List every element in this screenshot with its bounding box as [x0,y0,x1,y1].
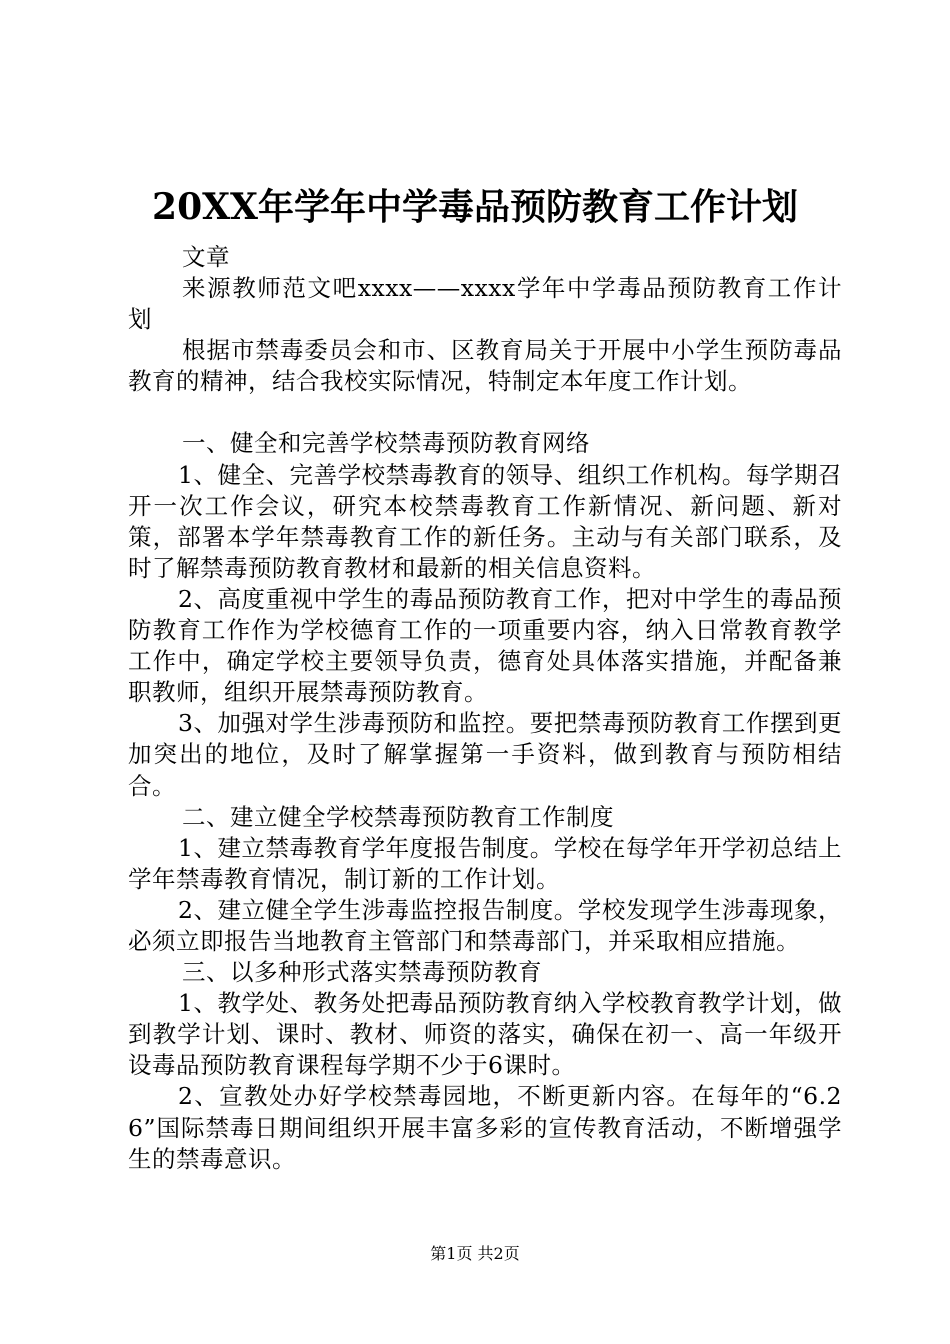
section-heading-2: 二、建立健全学校禁毒预防教育工作制度 [182,802,614,831]
paragraph-3-1: 1、教学处、教务处把毒品预防教育纳入学校教育教学计划，做到教学计划、课时、教材、师资的落实，确保在初一、高一年级开设毒品预防教育课程每学期不少于6课时。 [128,989,842,1080]
paragraph-intro: 根据市禁毒委员会和市、区教育局关于开展中小学生预防毒品教育的精神，结合我校实际情况，特制定本年度工作计划。 [128,336,842,396]
paragraph-article-label: 文章 [182,243,230,271]
paragraph-1-1: 1、健全、完善学校禁毒教育的领导、组织工作机构。每学期召开一次工作会议，研究本校禁毒教育工作新情况、新问题、新对策，部署本学年禁毒教育工作的新任务。主动与有关部门联系，及时了解禁毒预防教育教材和最新的相关信息资料。 [128,460,842,582]
paragraph-2-2: 2、建立健全学生涉毒监控报告制度。学校发现学生涉毒现象，必须立即报告当地教育主管部门和禁毒部门，并采取相应措施。 [128,895,842,955]
paragraph-source: 来源教师范文吧xxxx——xxxx学年中学毒品预防教育工作计划 [128,274,842,334]
paragraph-1-3: 3、加强对学生涉毒预防和监控。要把禁毒预防教育工作摆到更加突出的地位，及时了解掌握第一手资料，做到教育与预防相结合。 [128,709,842,800]
paragraph-3-2: 2、宣教处办好学校禁毒园地，不断更新内容。在每年的“6.26”国际禁毒日期间组织开展丰富多彩的宣传教育活动，不断增强学生的禁毒意识。 [128,1082,842,1173]
paragraph-1-2: 2、高度重视中学生的毒品预防教育工作，把对中学生的毒品预防教育工作作为学校德育工作的一项重要内容，纳入日常教育教学工作中，确定学校主要领导负责，德育处具体落实措施，并配备兼职教师，组织开展禁毒预防教育。 [128,584,842,707]
page-footer: 第1页 共2页 [430,1244,520,1263]
section-heading-1: 一、健全和完善学校禁毒预防教育网络 [182,429,590,458]
paragraph-2-1: 1、建立禁毒教育学年度报告制度。学校在每学年开学初总结上学年禁毒教育情况，制订新的工作计划。 [128,833,842,893]
section-heading-3: 三、以多种形式落实禁毒预防教育 [182,958,542,987]
document-title: 20XX年学年中学毒品预防教育工作计划 [152,186,798,228]
document-body [128,242,842,1175]
paragraph-spacer [128,397,842,428]
